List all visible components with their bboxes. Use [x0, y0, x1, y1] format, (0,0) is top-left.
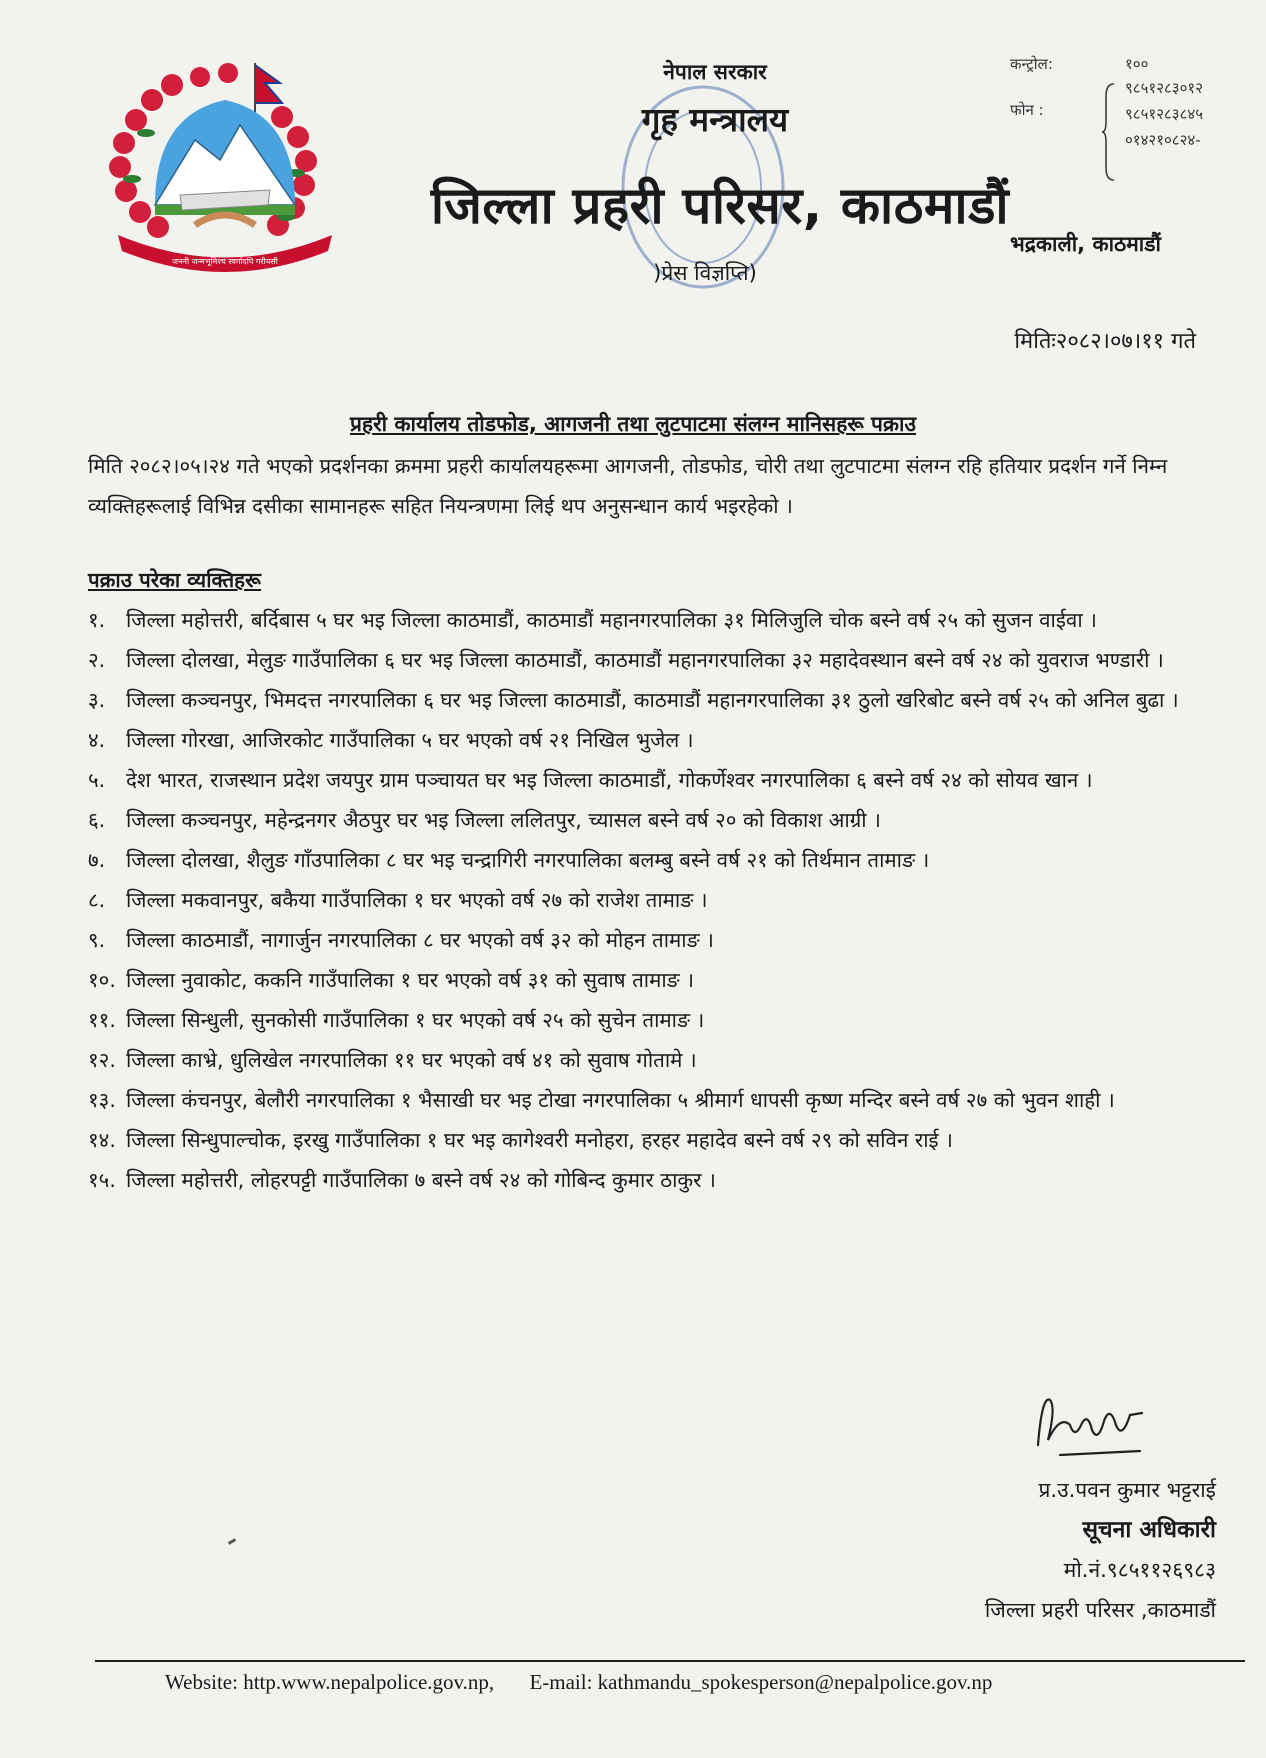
item-number: ३.	[88, 688, 106, 712]
signatory-title: सूचना अधिकारी	[1082, 1517, 1216, 1543]
list-item	[88, 800, 1198, 840]
item-number: १५.	[88, 1168, 116, 1192]
phone-number: ०१४२१०८२४-	[1125, 131, 1201, 149]
list-item	[88, 1160, 1198, 1200]
item-text: जिल्ला कंचनपुर, बेलौरी नगरपालिका १ भैसाखी घर भइ टोखा नगरपालिका ५ श्रीमार्ग धापसी कृष्ण मन्दिर बस्ने वर्ष २७ को भुवन शाही ।	[126, 1088, 1115, 1112]
item-text: जिल्ला कञ्चनपुर, महेन्द्रनगर अैठपुर घर भइ जिल्ला ललितपुर, च्यासल बस्ने वर्ष २० को विकाश आग्री ।	[126, 808, 881, 832]
item-number: ९.	[88, 928, 106, 952]
footer-divider	[95, 1660, 1245, 1662]
item-text: जिल्ला दोलखा, मेलुङ गाउँपालिका ६ घर भइ जिल्ला काठमाडौं, काठमाडौं महानगरपालिका ३२ महादेवस्थान बस्ने वर्ष २४ को युवराज भण्डारी ।	[126, 648, 1164, 672]
nepal-emblem-icon	[100, 55, 350, 275]
office-name: जिल्ला प्रहरी परिसर, काठमाडौं	[430, 177, 1010, 236]
item-number: १४.	[88, 1128, 116, 1152]
list-item	[88, 600, 1198, 640]
footer	[165, 1670, 992, 1695]
item-number: २.	[88, 648, 106, 672]
list-item	[88, 760, 1198, 800]
list-item	[88, 720, 1198, 760]
item-number: १०.	[88, 968, 116, 992]
item-number: ४.	[88, 728, 106, 752]
list-item	[88, 680, 1198, 720]
scan-speck	[228, 1538, 236, 1545]
list-item	[88, 640, 1198, 680]
item-text: जिल्ला सिन्धुपाल्चोक, इरखु गाउँपालिका १ घर भइ कागेश्वरी मनोहरा, हरहर महादेव बस्ने वर्ष २९ को सविन राई ।	[126, 1128, 953, 1152]
item-text: जिल्ला काभ्रे, धुलिखेल नगरपालिका ११ घर भएको वर्ष ४१ को सुवाष गोतामे ।	[126, 1048, 697, 1072]
signature-icon	[1030, 1385, 1150, 1470]
list-item	[88, 960, 1198, 1000]
phone-number: ९८५१२८३०१२	[1125, 79, 1204, 97]
subject-heading	[0, 410, 1266, 438]
item-text: जिल्ला महोत्तरी, बर्दिबास ५ घर भइ जिल्ला काठमाडौं, काठमाडौं महानगरपालिका ३१ मिलिजुलि चोक बस्ने वर्ष २५ को सुजन वाईवा ।	[126, 608, 1097, 632]
list-item	[88, 1080, 1198, 1120]
issue-date: मितिः२०८२।०७।११ गते	[1014, 329, 1196, 354]
item-number: ८.	[88, 888, 106, 912]
list-item	[88, 920, 1198, 960]
arrested-heading: पक्राउ परेका व्यक्तिहरू	[88, 568, 261, 592]
item-text: जिल्ला काठमाडौं, नागार्जुन नगरपालिका ८ घर भएको वर्ष ३२ को मोहन तामाङ ।	[126, 928, 714, 952]
signatory-block	[886, 1470, 1216, 1630]
signatory-office: जिल्ला प्रहरी परिसर ,काठमाडौं	[984, 1598, 1216, 1622]
list-item	[88, 1120, 1198, 1160]
item-text: जिल्ला कञ्चनपुर, भिमदत्त नगरपालिका ६ घर भइ जिल्ला काठमाडौं, काठमाडौं महानगरपालिका ३१ ठुलो खरिबोट बस्ने वर्ष २५ को अनिल बुढा ।	[126, 688, 1179, 712]
item-text: जिल्ला मकवानपुर, बकैया गाउँपालिका १ घर भएको वर्ष २७ को राजेश तामाङ ।	[126, 888, 708, 912]
item-number: १३.	[88, 1088, 116, 1112]
control-number: १००	[1125, 55, 1149, 73]
phone-label: फोन :	[1010, 101, 1044, 119]
item-text: जिल्ला दोलखा, शैलुङ गाँउपालिका ८ घर भइ चन्द्रागिरी नगरपालिका बलम्बु बस्ने वर्ष २१ को तिर्थमान तामाङ ।	[126, 848, 930, 872]
item-number: ७.	[88, 848, 106, 872]
item-text: जिल्ला सिन्धुली, सुनकोसी गाउँपालिका १ घर भएको वर्ष २५ को सुचेन तामाङ ।	[126, 1008, 705, 1032]
footer-email[interactable]: E-mail: kathmandu_spokesperson@nepalpolice.gov.np	[529, 1670, 993, 1694]
government-name: नेपाल सरकार	[663, 60, 767, 84]
item-number: १.	[88, 608, 106, 632]
signatory-name: प्र.उ.पवन कुमार भट्टराई	[1038, 1478, 1216, 1502]
document-type: )प्रेस विज्ञप्ति)	[653, 261, 757, 285]
list-item	[88, 1000, 1198, 1040]
ministry-name: गृह मन्त्रालय	[641, 100, 789, 139]
subject-text: प्रहरी कार्यालय तोडफोड, आगजनी तथा लुटपाटमा संलग्न मानिसहरू पक्राउ	[349, 412, 916, 436]
signatory-mobile: मो.नं.९८५११२६९८३	[1063, 1558, 1216, 1582]
list-item	[88, 840, 1198, 880]
list-item	[88, 1040, 1198, 1080]
control-label: कन्ट्रोल:	[1010, 55, 1053, 73]
item-number: ५.	[88, 768, 106, 792]
item-text: जिल्ला नुवाकोट, ककनि गाउँपालिका १ घर भएको वर्ष ३१ को सुवाष तामाङ ।	[126, 968, 695, 992]
item-text: देश भारत, राजस्थान प्रदेश जयपुर ग्राम पञ्चायत घर भइ जिल्ला काठमाडौं, गोकर्णेश्वर नगरपालिका ६ बस्ने वर्ष २४ को सोयव खान ।	[126, 768, 1093, 792]
item-number: ११.	[88, 1008, 116, 1032]
item-text: जिल्ला गोरखा, आजिरकोट गाउँपालिका ५ घर भएको वर्ष २१ निखिल भुजेल ।	[126, 728, 694, 752]
intro-paragraph: मिति २०८२।०५।२४ गते भएको प्रदर्शनका क्रममा प्रहरी कार्यालयहरूमा आगजनी, तोडफोड, चोरी तथा लुटपाटमा संलग्न रहि हतियार प्रदर्शन गर्ने निम्न व्यक्तिहरूलाई विभिन्न दसीका सामानहरू सहित नियन्त्रणमा लिई थप अनुसन्धान कार्य भइरहेको ।	[88, 454, 1168, 518]
brace-icon	[1102, 82, 1118, 182]
phone-number: ९८५१२८३८४५	[1125, 105, 1204, 123]
item-number: ६.	[88, 808, 106, 832]
footer-website[interactable]: Website: http.www.nepalpolice.gov.np,	[165, 1670, 495, 1694]
list-item	[88, 880, 1198, 920]
item-text: जिल्ला महोत्तरी, लोहरपट्टी गाउँपालिका ७ बस्ने वर्ष २४ को गोबिन्द कुमार ठाकुर ।	[126, 1168, 716, 1192]
item-number: १२.	[88, 1048, 116, 1072]
emblem-motto: जननी जन्मभूमिश्च स्वर्गादपि गरीयसी	[172, 257, 278, 266]
office-address: भद्रकाली, काठमाडौं	[1010, 232, 1161, 256]
arrested-list	[88, 600, 1198, 1200]
